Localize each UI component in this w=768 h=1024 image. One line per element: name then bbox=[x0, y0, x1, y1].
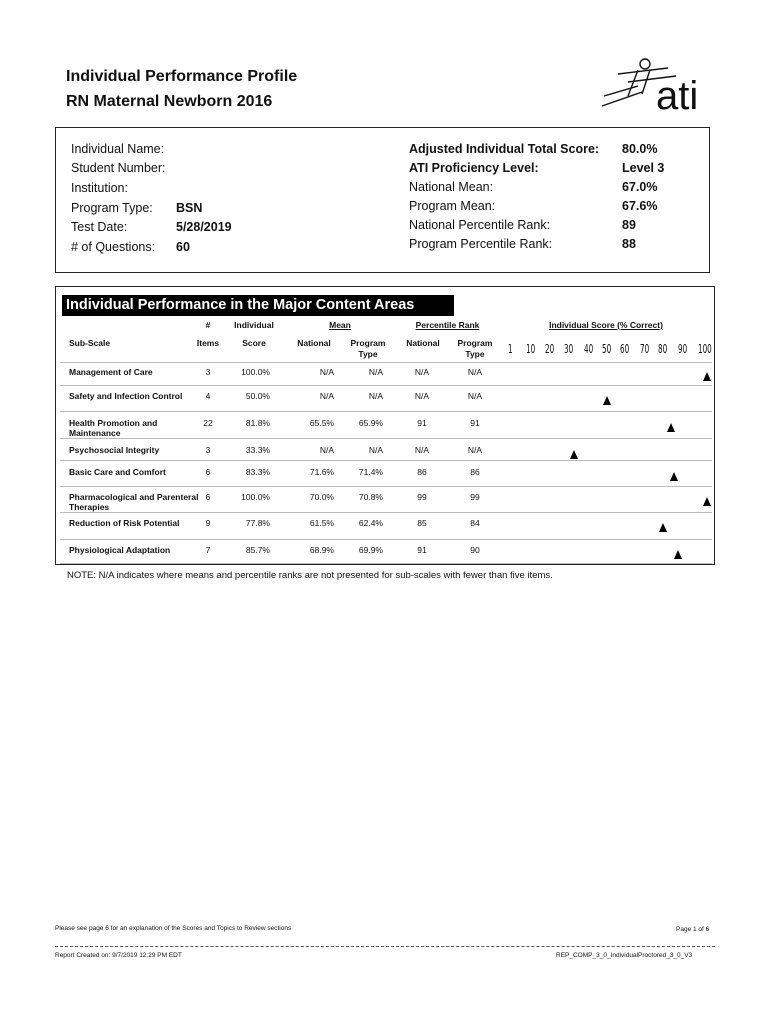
scale-tick: 70 bbox=[640, 342, 650, 356]
individual-score: 77.8% bbox=[245, 518, 270, 528]
scale-tick: 30 bbox=[564, 342, 574, 356]
individual-score: 33.3% bbox=[245, 445, 270, 455]
national-percentile: 85 bbox=[417, 518, 427, 528]
items-count: 9 bbox=[205, 518, 211, 528]
sub-scale-name: Basic Care and Comfort bbox=[69, 467, 166, 477]
national-percentile: 86 bbox=[417, 467, 427, 477]
score-header: Score bbox=[242, 338, 266, 348]
mean-program-header: Program Type bbox=[350, 338, 386, 359]
national-percentile: N/A bbox=[414, 445, 430, 455]
sub-scale-name: Health Promotion and Maintenance bbox=[69, 418, 158, 438]
score-marker bbox=[659, 523, 667, 532]
student-info-box bbox=[55, 127, 710, 273]
score-marker bbox=[603, 396, 611, 405]
program-percentile: 84 bbox=[470, 518, 480, 528]
test-date-label: Test Date: bbox=[71, 220, 128, 234]
program-percentile-label: Program Percentile Rank: bbox=[409, 237, 553, 251]
national-percentile: 99 bbox=[417, 492, 427, 502]
mean-national-header: National bbox=[297, 338, 331, 348]
pct-program-header: Program Type bbox=[457, 338, 493, 359]
institution-label: Institution: bbox=[71, 181, 128, 195]
scale-tick: 20 bbox=[545, 342, 555, 356]
score-marker bbox=[670, 472, 678, 481]
national-percentile-value: 89 bbox=[622, 218, 636, 232]
na-note: NOTE: N/A indicates where means and percentile ranks are not presented for sub-scales with fewer than five items. bbox=[67, 570, 553, 581]
section-title: Individual Performance in the Major Content Areas bbox=[62, 295, 454, 316]
scale-tick: 90 bbox=[678, 342, 688, 356]
sub-scale-name: Physiological Adaptation bbox=[69, 545, 171, 555]
items-count: 6 bbox=[205, 467, 211, 477]
row-divider bbox=[60, 411, 712, 412]
sub-scale-name: Safety and Infection Control bbox=[69, 391, 183, 401]
program-mean: 69.9% bbox=[358, 545, 383, 555]
row-divider bbox=[60, 460, 712, 461]
individual-name-label: Individual Name: bbox=[71, 142, 165, 156]
program-type-label: Program Type: bbox=[71, 201, 153, 215]
national-mean: N/A bbox=[319, 391, 334, 401]
mean-header: Mean bbox=[329, 320, 351, 330]
ati-logo-text: ati bbox=[656, 74, 699, 118]
footer-explanation: Please see page 6 for an explanation of the Scores and Topics to Review sections bbox=[55, 925, 292, 932]
ati-logo-icon bbox=[598, 56, 710, 120]
score-marker bbox=[703, 497, 711, 506]
program-mean-label: Program Mean: bbox=[409, 199, 496, 213]
national-percentile-label: National Percentile Rank: bbox=[409, 218, 551, 232]
national-percentile: 91 bbox=[417, 418, 427, 428]
scale-tick: 1 bbox=[508, 342, 513, 356]
report-created: Report Created on: 9/7/2019 12:29 PM EDT bbox=[55, 952, 182, 959]
items-count: 3 bbox=[205, 445, 211, 455]
program-mean: 70.8% bbox=[358, 492, 383, 502]
score-marker bbox=[703, 372, 711, 381]
items-count: 4 bbox=[205, 391, 211, 401]
questions-value: 60 bbox=[176, 240, 190, 254]
scale-tick: 50 bbox=[602, 342, 612, 356]
program-percentile: 86 bbox=[470, 467, 480, 477]
footer-divider bbox=[55, 946, 715, 947]
row-divider bbox=[60, 385, 712, 386]
program-percentile: N/A bbox=[467, 391, 483, 401]
national-mean: N/A bbox=[319, 445, 334, 455]
program-percentile-value: 88 bbox=[622, 237, 636, 251]
individual-score: 100.0% bbox=[241, 367, 270, 377]
national-percentile: N/A bbox=[414, 367, 430, 377]
row-divider bbox=[60, 362, 712, 363]
national-percentile: N/A bbox=[414, 391, 430, 401]
scale-tick: 10 bbox=[526, 342, 536, 356]
national-mean: 70.0% bbox=[309, 492, 334, 502]
national-percentile: 91 bbox=[417, 545, 427, 555]
program-type-value: BSN bbox=[176, 201, 203, 215]
program-mean: N/A bbox=[368, 391, 383, 401]
program-percentile: 91 bbox=[470, 418, 480, 428]
sub-scale-name: Management of Care bbox=[69, 367, 153, 377]
scale-tick: 60 bbox=[620, 342, 630, 356]
pct-national-header: National bbox=[406, 338, 440, 348]
sub-scale-header: Sub-Scale bbox=[69, 338, 111, 348]
items-count: 7 bbox=[205, 545, 211, 555]
national-mean-label: National Mean: bbox=[409, 180, 494, 194]
individual-score: 100.0% bbox=[241, 492, 270, 502]
scale-tick: 80 bbox=[658, 342, 668, 356]
score-header-top: Individual bbox=[234, 320, 274, 330]
test-date-value: 5/28/2019 bbox=[176, 220, 232, 234]
program-percentile: N/A bbox=[467, 367, 483, 377]
program-mean: 65.9% bbox=[358, 418, 383, 428]
national-mean-value: 67.0% bbox=[622, 180, 658, 194]
score-marker bbox=[667, 423, 675, 432]
report-id: REP_COMP_3_0_IndividualProctored_3_0_V3 bbox=[556, 952, 693, 959]
total-score-label: Adjusted Individual Total Score: bbox=[409, 142, 600, 156]
items-count: 22 bbox=[203, 418, 213, 428]
score-marker bbox=[570, 450, 578, 459]
row-divider bbox=[60, 438, 712, 439]
program-mean-value: 67.6% bbox=[622, 199, 658, 213]
report-title: Individual Performance Profile bbox=[66, 68, 298, 85]
sub-scale-name: Reduction of Risk Potential bbox=[69, 518, 180, 528]
row-divider bbox=[60, 512, 712, 513]
student-number-label: Student Number: bbox=[71, 161, 166, 175]
national-mean: 61.5% bbox=[309, 518, 334, 528]
items-header-top: # bbox=[205, 320, 211, 330]
items-count: 3 bbox=[205, 367, 211, 377]
test-name: RN Maternal Newborn 2016 bbox=[66, 93, 273, 110]
row-divider bbox=[60, 563, 712, 564]
scale-tick: 100 bbox=[698, 342, 712, 356]
national-mean: N/A bbox=[319, 367, 334, 377]
national-mean: 68.9% bbox=[309, 545, 334, 555]
items-header: Items bbox=[196, 338, 220, 348]
row-divider bbox=[60, 486, 712, 487]
individual-score: 85.7% bbox=[245, 545, 270, 555]
individual-score: 83.3% bbox=[245, 467, 270, 477]
sub-scale-name: Psychosocial Integrity bbox=[69, 445, 160, 455]
score-marker bbox=[674, 550, 682, 559]
proficiency-value: Level 3 bbox=[622, 161, 665, 175]
individual-score: 50.0% bbox=[245, 391, 270, 401]
national-mean: 71.6% bbox=[309, 467, 334, 477]
scale-tick: 40 bbox=[584, 342, 594, 356]
program-percentile: 90 bbox=[470, 545, 480, 555]
national-mean: 65.5% bbox=[309, 418, 334, 428]
program-mean: N/A bbox=[368, 367, 383, 377]
total-score-value: 80.0% bbox=[622, 142, 658, 156]
program-percentile: 99 bbox=[470, 492, 480, 502]
items-count: 6 bbox=[205, 492, 211, 502]
sub-scale-name: Pharmacological and Parenteral Therapies bbox=[69, 492, 199, 512]
program-mean: N/A bbox=[368, 445, 383, 455]
percentile-header: Percentile Rank bbox=[415, 320, 480, 330]
individual-score-header: Individual Score (% Correct) bbox=[549, 320, 663, 330]
proficiency-label: ATI Proficiency Level: bbox=[409, 161, 539, 175]
individual-score: 81.8% bbox=[245, 418, 270, 428]
program-percentile: N/A bbox=[467, 445, 483, 455]
questions-label: # of Questions: bbox=[71, 240, 156, 254]
page-number: Page 1 of 6 bbox=[676, 926, 710, 933]
program-mean: 62.4% bbox=[358, 518, 383, 528]
row-divider bbox=[60, 539, 712, 540]
program-mean: 71.4% bbox=[358, 467, 383, 477]
